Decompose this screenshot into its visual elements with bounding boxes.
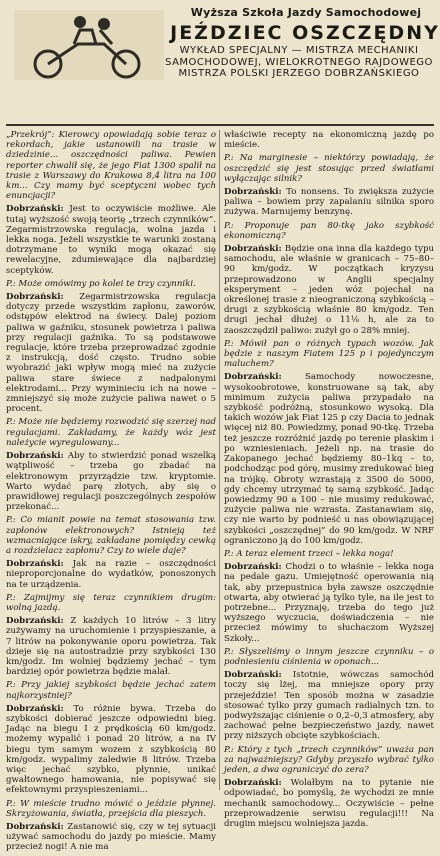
question: P.: Który z tych „trzech czynników” uważa pan za najważniejszy? Gdyby przyszło wybrać tylko jeden, a dwa ograniczyć do zera? xyxy=(224,744,434,775)
question: P.: Może nie będziemy rozwodzić się szerzej nad regulacjami. Zakładamy, że każdy wóz jest należycie wyregulowany... xyxy=(6,417,216,448)
question: P.: Słyszeliśmy o innym jeszcze czynniku – o podniesieniu ciśnienia w oponach... xyxy=(224,646,434,667)
column-divider xyxy=(219,130,220,790)
answer: Dobrzański: Jest to oczywiście możliwe. Ale tutaj wyższość swoją teorię „trzech czynników”. Zegarmistrzowska regulacja, wolna jazda i lekka noga. Jeżeli wszystkie te warunki zostaną dotrzymane to wyniki mogą okazać się rewelacyjne, zdumiewające dla najbardziej sceptyków. xyxy=(6,204,217,276)
answer: Dobrzański: Będzie ona inna dla każdego typu samochodu, ale właśnie w granicach – 75–80–90 km/godz. W początkach kryzysu przeprowadzono w Anglii specjalny eksperyment – jeden wóz pojechał na określonej trasie z nieograniczoną szybkością – drugi z szybkością właśnie 80 km/godz. Ten drugi jechał dłużej o 11⅛ h, ale za to zaoszczędził paliwo: zużył go o 28% mniej. xyxy=(224,244,434,336)
question: P.: Co mianit powie na temat stosowania tzw. zapłonów elektronowych? Istnieją też wzmacniające iskry, zakładane pomiędzy cewką a rozdzielacz zapłonu? Czy to wiele daje? xyxy=(6,515,216,556)
right-column xyxy=(224,130,434,832)
left-column xyxy=(6,130,216,856)
answer: Dobrzański: Istotnie, wówczas samochód toczy się lżej, ma mniejsze opory przy przejeździe! Ten sposób można w zasadzie stosować tylko przy gumach radialnych tzn. to podwyższając ciśnienie o 0,2–0,3 atmosfery, aby zachować pełne bezpieczeństwo jazdy, nawet przy niższych obcięte szybkościach. xyxy=(224,670,435,742)
question: P.: A teraz element trzeci – lekka noga! xyxy=(224,548,394,559)
illustration-cyclists xyxy=(14,10,164,80)
question: P.: Zajmijmy się teraz czynnikiem drugim: wolną jazdą. xyxy=(6,592,216,613)
answer: Dobrzański: Wolałbym na to pytanie nie odpowiadać, bo pomyślą, że wychodzi ze mnie mechanik samochodowy... Oczywiście – pełne przeprowadzenie serwisu regulacji!!! Na drugim miejscu wolniejsza jazda. xyxy=(224,778,434,829)
answer: Dobrzański: Chodzi o to właśnie – lekka noga na pedale gazu. Umiejętność operowania nią tak, aby przepustnica była zawsze oszczędnie otwarta, aby otwierać ją tylko tyle, na ile jest to potrzebne... Przyznaję, trzeba do tego już wyższego wyczucia, doświadczenia – nie przecież mówimy to słuchaczom Wyższej Szkoły... xyxy=(224,562,434,644)
page-title: JEŹDZIEC OSZCZĘDNY xyxy=(170,22,440,44)
answer: Dobrzański: Zegarmistrzowska regulacja dotyczy przede wszystkim zapłonu, zaworów, odstępów elektrod na świecy. Dalej poziom paliwa w gaźniku, stosunek powietrza i paliwa przy regulacji gaźnika. To są podstawowe regulacje, które trzeba przeprowadzać zgodnie z instrukcją, dość często. Trudno sobie wyobrazić jaki wpływ mogą mieć na zużycie paliwa stare świece z nadpalonymi elektrodami... Przy wyminieciu ich na nowe – zmniejszyć się może zużycie paliwa nawet o 5 procent. xyxy=(6,292,216,415)
question: P.: Proponuje pan 80-tkę jako szybkość ekonomiczną? xyxy=(224,220,434,241)
school-name: Wyższa Szkoła Jazdy Samochodowej xyxy=(190,6,422,19)
page-subtitle: WYKŁAD SPECJALNY — MISTRZA MECHANIKI SAMOCHODOWEJ, WIELOKROTNEGO RAJDOWEGO MISTRZA POLSKI JERZEGO DOBRZAŃSKIEGO xyxy=(165,45,433,79)
question: P.: Może omówimy po kolei te trzy czynniki. xyxy=(6,278,196,289)
question: P.: Mówił pan o różnych typach wozów. Jak będzie z naszym Fiatem 125 p i pojedynczym maluchem? xyxy=(224,338,434,370)
question: P.: Na marginesie – niektórzy powiadają, że oszczędzić się jest stosując przed światłami wyłączając silnik? xyxy=(224,153,434,184)
answer: Dobrzański: Samochody nowoczesne, wysokoobrotowe, konstruowane są tak, aby minimum zużycia paliwa przypadało na szybkość podróżną, stosunkowo wysoką. Dla takich wozów jak Fiat 125 p czy Dacia to jednak więcej niż 80. Powiedzmy, ponad 90-tkę. Trzeba też jeszcze rozróżnić jazdę po terenie płaskim i po wzniesieniach. Jeżeli np. na trasie do Zakopanego jechać będziemy 80–1kq – to, podchodząc pod górę, musimy zredukować bieg na trójkę. Obroty wzrastają z 3500 do 5000, gdy chcemy utrzymać tę samą szybkość. Jadąc powiedzmy 90 a 100 – nie musimy redukować, zużycie paliwa nie wzrasta. Zastanawiam się, czy nie warto by podnieść u nas obowiązującej szybkości „oszczędnej” do 90 km/godz. W NRF ograniczono ją do 100 km/godz. xyxy=(224,372,435,546)
answer: Dobrzański: Jak na razie – oszczędności nieproporcjonalne do wydatków, ponoszonych na te urządzenia. xyxy=(6,559,216,590)
paragraph: właściwie recepty na ekonomiczną jazdę po mieście. xyxy=(224,130,434,151)
answer: Dobrzański: To nonsens. To zwiększa zużycie paliwa – bowiem przy zapalaniu silnika sporo zużywa. Marnujemy benzynę. xyxy=(224,187,435,218)
question: P.: W mieście trudno mówić o jeździe płynnej. Skrzyżowania, światła, przejścia dla pieszych. xyxy=(6,798,216,819)
answer: Dobrzański: Aby to stwierdzić ponad wszelką wątpliwość – trzeba go zbadać na elektronowym przyrządzie tzw. kryptomie. Warto wydać parę złotych, aby się o prawidłowej regulacji poszczególnych zespołów przekonać... xyxy=(6,451,217,513)
answer: Dobrzański: Z każdych 10 litrów – 3 litry zużywamy na uruchomienie i przyspieszanie, a 7 litrów na pokonywanie oporu powietrza. Tak dzieje się na autostradzie przy szybkości 130 km/godz. Im wolniej będziemy jechać – tym bardziej opór powietrza będzie malał. xyxy=(6,616,216,678)
answer: Dobrzański: To różnie bywa. Trzeba do szybkości dobierać jeszcze odpowiedni bieg. Jadąc na biegu I z prędkością 60 km/godz. możemy wypalić i ponad 20 litrów, a na IV biegu tym samym wozem z szybkością 80 km/godz. wypalimy zaledwie 8 litrów. Trzeba więc jechać szybko, płynnie, unikać gwałtownego hamowania, nie popisywać się efektownymi przyspieszeniami... xyxy=(6,703,217,796)
answer: Dobrzański: Zastanowić się, czy w tej sytuacji używać samochodu do jazdy po mieście. Mamy przecież nogi! A nie ma xyxy=(6,822,217,853)
question: P.: Przy jakiej szybkości będzie jechać zatem najkorzystniej? xyxy=(6,680,216,701)
article-header xyxy=(6,4,440,126)
question: „Przekrój”: Kierowcy opowiadają sobie teraz o rekordach, jakie ustanowili na trasie w dziedzinie... oszczędności paliwa. Pewien reporter chwalił się, że jego Fiat 1300 spalił na trasie z Warszawy do Krakowa 8,4 litra na 100 km... Czy mamy być sceptyczni wobec tych enuncjacji? xyxy=(6,130,216,202)
